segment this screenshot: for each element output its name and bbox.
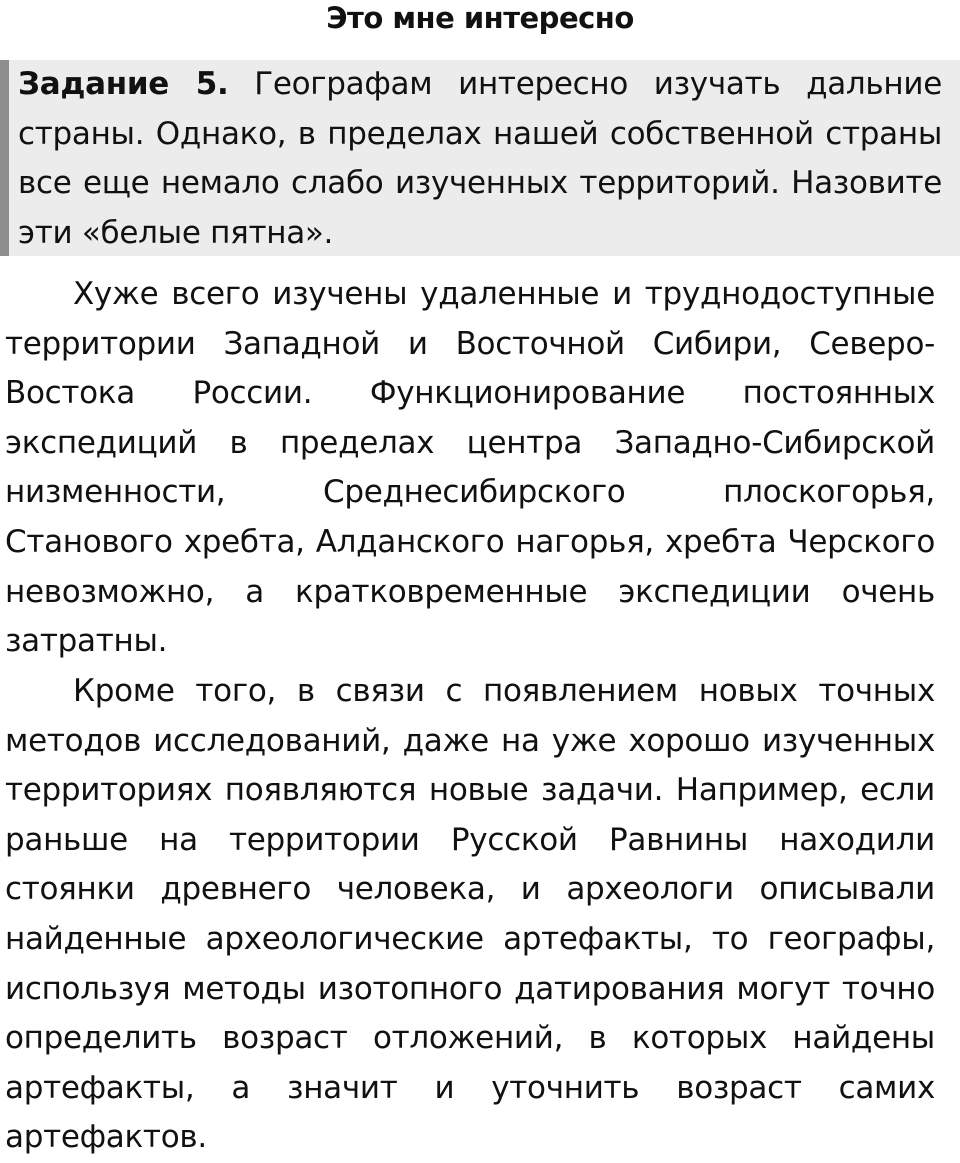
task-question: Географам интересно изучать дальние страны. Однако, в пределах нашей собственной страны все еще немало слабо изученных территорий. Назовите эти «белые пятна». bbox=[18, 66, 942, 251]
answer-paragraph-1: Хуже всего изучены удаленные и труднодоступные территории Западной и Восточной Сибири, Северо-Востока России. Функционирование постоянных экспедиций в пределах центра Западно-Сибирской низменности, Среднесибирского плоскогорья, Станового хребта, Алданского нагорья, хребта Черского невозможно, а кратковременные экспедиции очень затратны. bbox=[5, 276, 935, 660]
task-box bbox=[0, 60, 960, 256]
page-title: Это мне интересно bbox=[326, 1, 634, 35]
task-accent-bar bbox=[0, 60, 9, 256]
task-text bbox=[18, 60, 942, 258]
task-label: Задание 5. bbox=[18, 66, 229, 102]
answer-paragraph-2: Кроме того, в связи с появлением новых точных методов исследований, даже на уже хорошо изученных территориях появляются новые задачи. Например, если раньше на территории Русской Равнины находили стоянки древнего человека, и археологи описывали найденные археологические артефакты, то географы, используя методы изотопного датирования могут точно определить возраст отложений, в которых найдены артефакты, а значит и уточнить возраст самих артефактов. bbox=[5, 673, 935, 1156]
